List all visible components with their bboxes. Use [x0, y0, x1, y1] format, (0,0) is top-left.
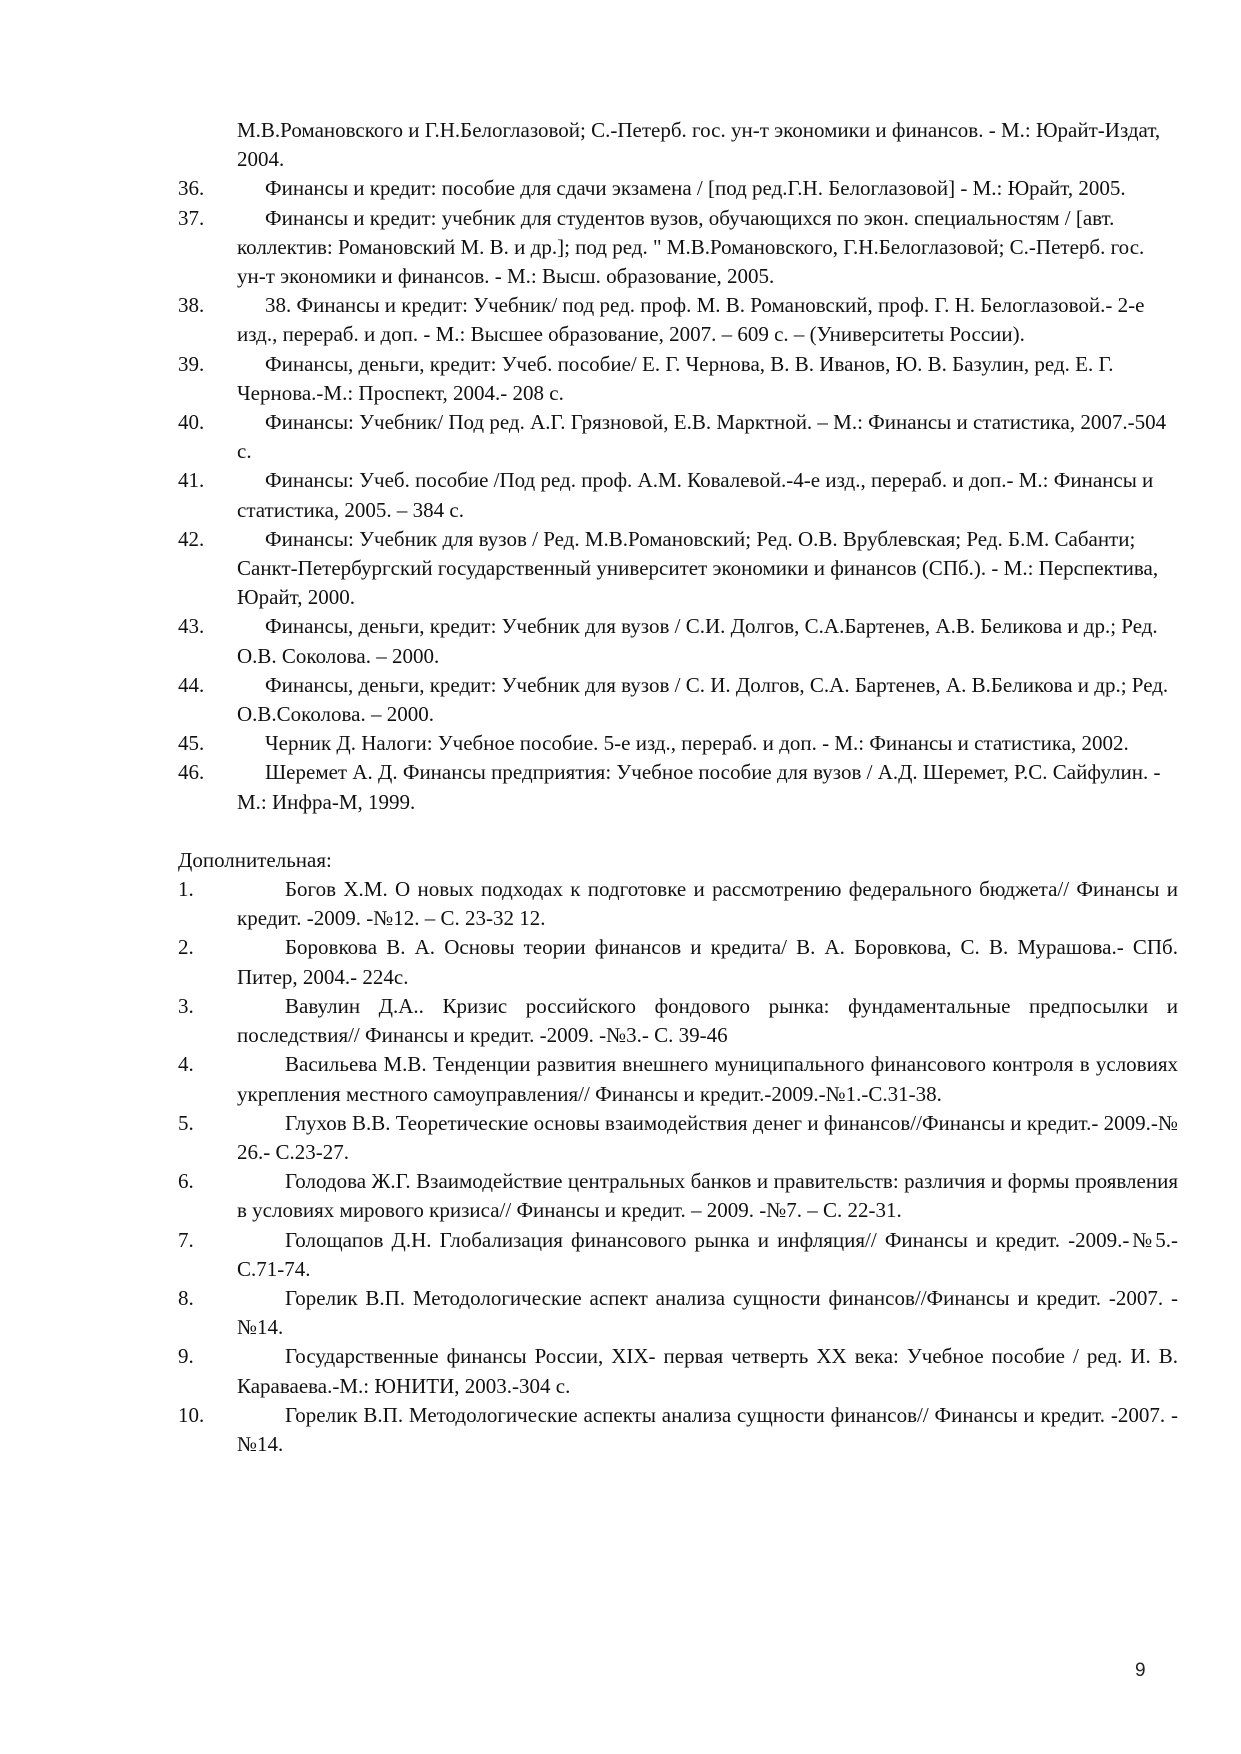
item-text: Горелик В.П. Методологические аспект анализа сущности финансов//Финансы и кредит. -2007. -№14.: [237, 1285, 1178, 1340]
item-number: 1.: [178, 877, 194, 902]
list-item: [178, 992, 1178, 1050]
item-text: Васильева М.В. Тенденции развития внешнего муниципального финансового контроля в условиях укрепления местного самоуправления// Финансы и кредит.-2009.-№1.-С.31-38.: [237, 1052, 1178, 1106]
item-number: 44.: [178, 672, 205, 697]
item-number: 9.: [178, 1344, 194, 1369]
list-item: [178, 1342, 1178, 1400]
list-item: [178, 466, 1178, 524]
page-number: 9: [1135, 1660, 1146, 1681]
list-item: [178, 729, 1178, 758]
item-text: Финансы: Учебник/ Под ред. А.Г. Грязновой, Е.В. Марктной. – М.: Финансы и статистика, 2007.-504 с.: [237, 410, 1167, 464]
item-text: Горелик В.П. Методологические аспекты анализа сущности финансов// Финансы и кредит. -2007. -№14.: [237, 1402, 1178, 1456]
item-number: 8.: [178, 1285, 194, 1310]
item-text: Черник Д. Налоги: Учебное пособие. 5-е изд., перераб. и доп. - М.: Финансы и статистика, 2002.: [265, 731, 1129, 756]
item-number: 39.: [178, 351, 205, 376]
item-number: 6.: [178, 1169, 194, 1194]
list-item: [178, 1226, 1178, 1284]
main-reference-list: [178, 174, 1178, 816]
item-text: Голодова Ж.Г. Взаимодействие центральных банков и правительств: различия и формы проявления в условиях мирового кризиса// Финансы и кредит. – 2009. -№7. – С. 22-31.: [237, 1169, 1178, 1223]
list-item: [178, 758, 1178, 816]
item-text: Боровкова В. А. Основы теории финансов и кредита/ В. А. Боровкова, С. В. Мурашова.- СПб. Питер, 2004.- 224с.: [237, 935, 1178, 989]
list-item: [178, 408, 1178, 466]
list-item: [178, 671, 1178, 729]
item-number: 36.: [178, 176, 205, 201]
item-text: Голощапов Д.Н. Глобализация финансового рынка и инфляция// Финансы и кредит. -2009.-№5.- С.71-74.: [237, 1227, 1178, 1281]
item-number: 7.: [178, 1227, 194, 1252]
item-number: 3.: [178, 993, 194, 1018]
item-number: 42.: [178, 526, 205, 551]
item-text: Вавулин Д.А.. Кризис российского фондового рынка: фундаментальные предпосылки и последствия// Финансы и кредит. -2009. -№3.- С. 39-46: [237, 993, 1178, 1048]
item-number: 2.: [178, 935, 194, 960]
item-text: Финансы: Учебник для вузов / Ред. М.В.Романовский; Ред. О.В. Врублевская; Ред. Б.М. Сабанти; Санкт-Петербургский государственный университет экономики и финансов (СПб.). - М.: Перспектива, Юрайт, 2000.: [237, 526, 1159, 610]
list-item: [178, 204, 1178, 292]
item-number: 38.: [178, 293, 205, 318]
item-text: Финансы и кредит: пособие для сдачи экзамена / [под ред.Г.Н. Белоглазовой] - М.: Юрайт, 2005.: [265, 176, 1126, 201]
item-text: Финансы, деньги, кредит: Учеб. пособие/ Е. Г. Чернова, В. В. Иванов, Ю. В. Базулин, ред. Е. Г. Чернова.-М.: Проспект, 2004.- 208 с.: [237, 351, 1114, 405]
item-number: 37.: [178, 205, 205, 230]
item-text: Финансы и кредит: учебник для студентов вузов, обучающихся по экон. специальностям / [авт. коллектив: Романовский М. В. и др.]; под ред. " М.В.Романовского, Г.Н.Белоглазовой; С.-Петерб. гос. ун-т экономики и финансов. - М.: Высш. образование, 2005.: [237, 205, 1145, 289]
continuation-text: М.В.Романовского и Г.Н.Белоглазовой; С.-Петерб. гос. ун-т экономики и финансов. - М.: Юрайт-Издат, 2004.: [237, 118, 1161, 172]
additional-heading: Дополнительная:: [178, 847, 332, 872]
item-text: Государственные финансы России, XIX- первая четверть XX века: Учебное пособие / ред. И. В. Караваева.-М.: ЮНИТИ, 2003.-304 с.: [237, 1344, 1178, 1398]
item-text: Финансы: Учеб. пособие /Под ред. проф. А.М. Ковалевой.-4-е изд., перераб. и доп.- М.: Финансы и статистика, 2005. – 384 с.: [237, 468, 1154, 522]
list-item: [178, 350, 1178, 408]
item-text: Шеремет А. Д. Финансы предприятия: Учебное пособие для вузов / А.Д. Шеремет, Р.С. Сайфулин. - М.: Инфра-М, 1999.: [237, 760, 1161, 814]
item-number: 10.: [178, 1402, 205, 1427]
item-number: 40.: [178, 410, 205, 435]
list-item: [178, 1109, 1178, 1167]
list-item: [178, 1401, 1178, 1459]
item-number: 5.: [178, 1110, 194, 1135]
item-number: 46.: [178, 760, 205, 785]
item-text: Глухов В.В. Теоретические основы взаимодействия денег и финансов//Финансы и кредит.- 2009.-№ 26.- С.23-27.: [237, 1110, 1178, 1164]
list-item: [178, 525, 1178, 613]
item-text: Финансы, деньги, кредит: Учебник для вузов / С.И. Долгов, С.А.Бартенев, А.В. Беликова и др.; Ред. О.В. Соколова. – 2000.: [237, 614, 1158, 668]
list-item: [178, 1284, 1178, 1342]
additional-reference-list: [178, 875, 1178, 1459]
list-item: [178, 1167, 1178, 1225]
item-number: 45.: [178, 731, 205, 756]
list-item: [178, 875, 1178, 933]
item-text: Финансы, деньги, кредит: Учебник для вузов / С. И. Долгов, С.А. Бартенев, А. В.Беликова и др.; Ред. О.В.Соколова. – 2000.: [237, 672, 1169, 727]
item-number: 43.: [178, 614, 205, 639]
bibliography: [178, 116, 1178, 1459]
item-number: 41.: [178, 468, 205, 493]
item-text: 38. Финансы и кредит: Учебник/ под ред. проф. М. В. Романовский, проф. Г. Н. Белоглазовой.- 2-е изд., перераб. и доп. - М.: Высшее образование, 2007. – 609 с. – (Университеты России).: [237, 293, 1145, 347]
list-item: [178, 933, 1178, 991]
list-item: [178, 1050, 1178, 1108]
item-text: Богов Х.М. О новых подходах к подготовке и рассмотрению федерального бюджета// Финансы и кредит. -2009. -№12. – С. 23-32 12.: [237, 877, 1178, 931]
list-item: [178, 174, 1178, 203]
list-item: [178, 612, 1178, 670]
item-number: 4.: [178, 1052, 194, 1077]
list-item: [178, 291, 1178, 349]
